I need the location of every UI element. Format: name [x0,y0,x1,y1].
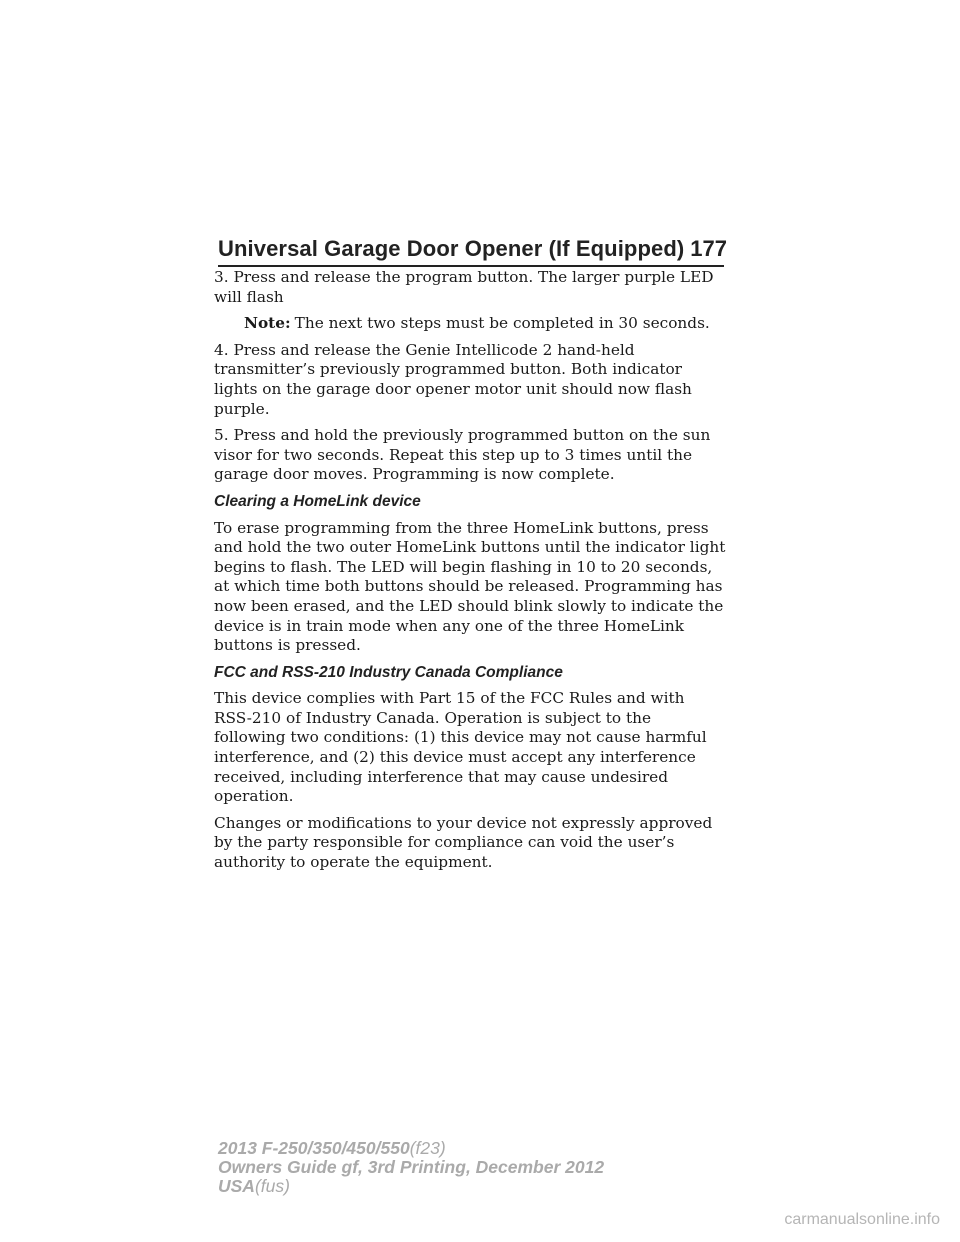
page-header [218,228,728,262]
footer-region-line [218,1177,698,1196]
footer-model-code: (f23) [409,1138,446,1158]
clearing-paragraph: To erase programming from the three HomeLink buttons, press and hold the two outer HomeLink buttons until the indicator light begins to flash. The LED will begin flashing in 10 to 20 seconds, at which time both buttons should be released. Programming has now been erased, and the LED should blink slowly to indicate the device is in train mode when any one of the three HomeLink buttons is pressed. [214,518,726,655]
page-number: 177 [690,236,728,261]
fcc-paragraph: This device complies with Part 15 of the FCC Rules and with RSS-210 of Industry Canada. Operation is subject to the following two conditions: (1) this device may not cause harmful interference, and (2) this device must accept any interference received, including interference that may cause undesired operation. [214,689,707,806]
changes-paragraph: Changes or modifications to your device not expressly approved by the party responsible for compliance can void the user’s authority to operate the equipment. [214,813,713,872]
page-footer [218,1139,698,1196]
footer-model-line [218,1139,698,1158]
watermark-link[interactable]: carmanualsonline.info [784,1211,940,1228]
note-text: The next two steps must be completed in 30 seconds. [294,314,710,333]
header-rule [218,265,724,267]
page-body [214,268,726,880]
note-paragraph [214,314,726,334]
footer-region: USA [218,1176,255,1196]
footer-region-code: (fus) [254,1176,290,1196]
footer-model: 2013 F-250/350/450/550 [218,1138,410,1158]
step-4-paragraph: 4. Press and release the Genie Intellicode 2 hand-held transmitter’s previously programmed button. Both indicator lights on the garage door opener motor unit should now flash purple. [214,340,692,418]
footer-guide: Owners Guide gf, 3rd Printing, December 2012 [218,1157,605,1177]
section-title: Universal Garage Door Opener (If Equipped) [218,236,685,261]
note-label: Note: [244,314,291,333]
step-3-paragraph: 3. Press and release the program button. The larger purple LED will flash [214,268,714,306]
step-5-paragraph: 5. Press and hold the previously programmed button on the sun visor for two seconds. Repeat this step up to 3 times until the garage door moves. Programming is now complete. [214,426,711,484]
fcc-heading: FCC and RSS-210 Industry Canada Compliance [214,663,563,681]
clearing-heading: Clearing a HomeLink device [214,492,421,510]
